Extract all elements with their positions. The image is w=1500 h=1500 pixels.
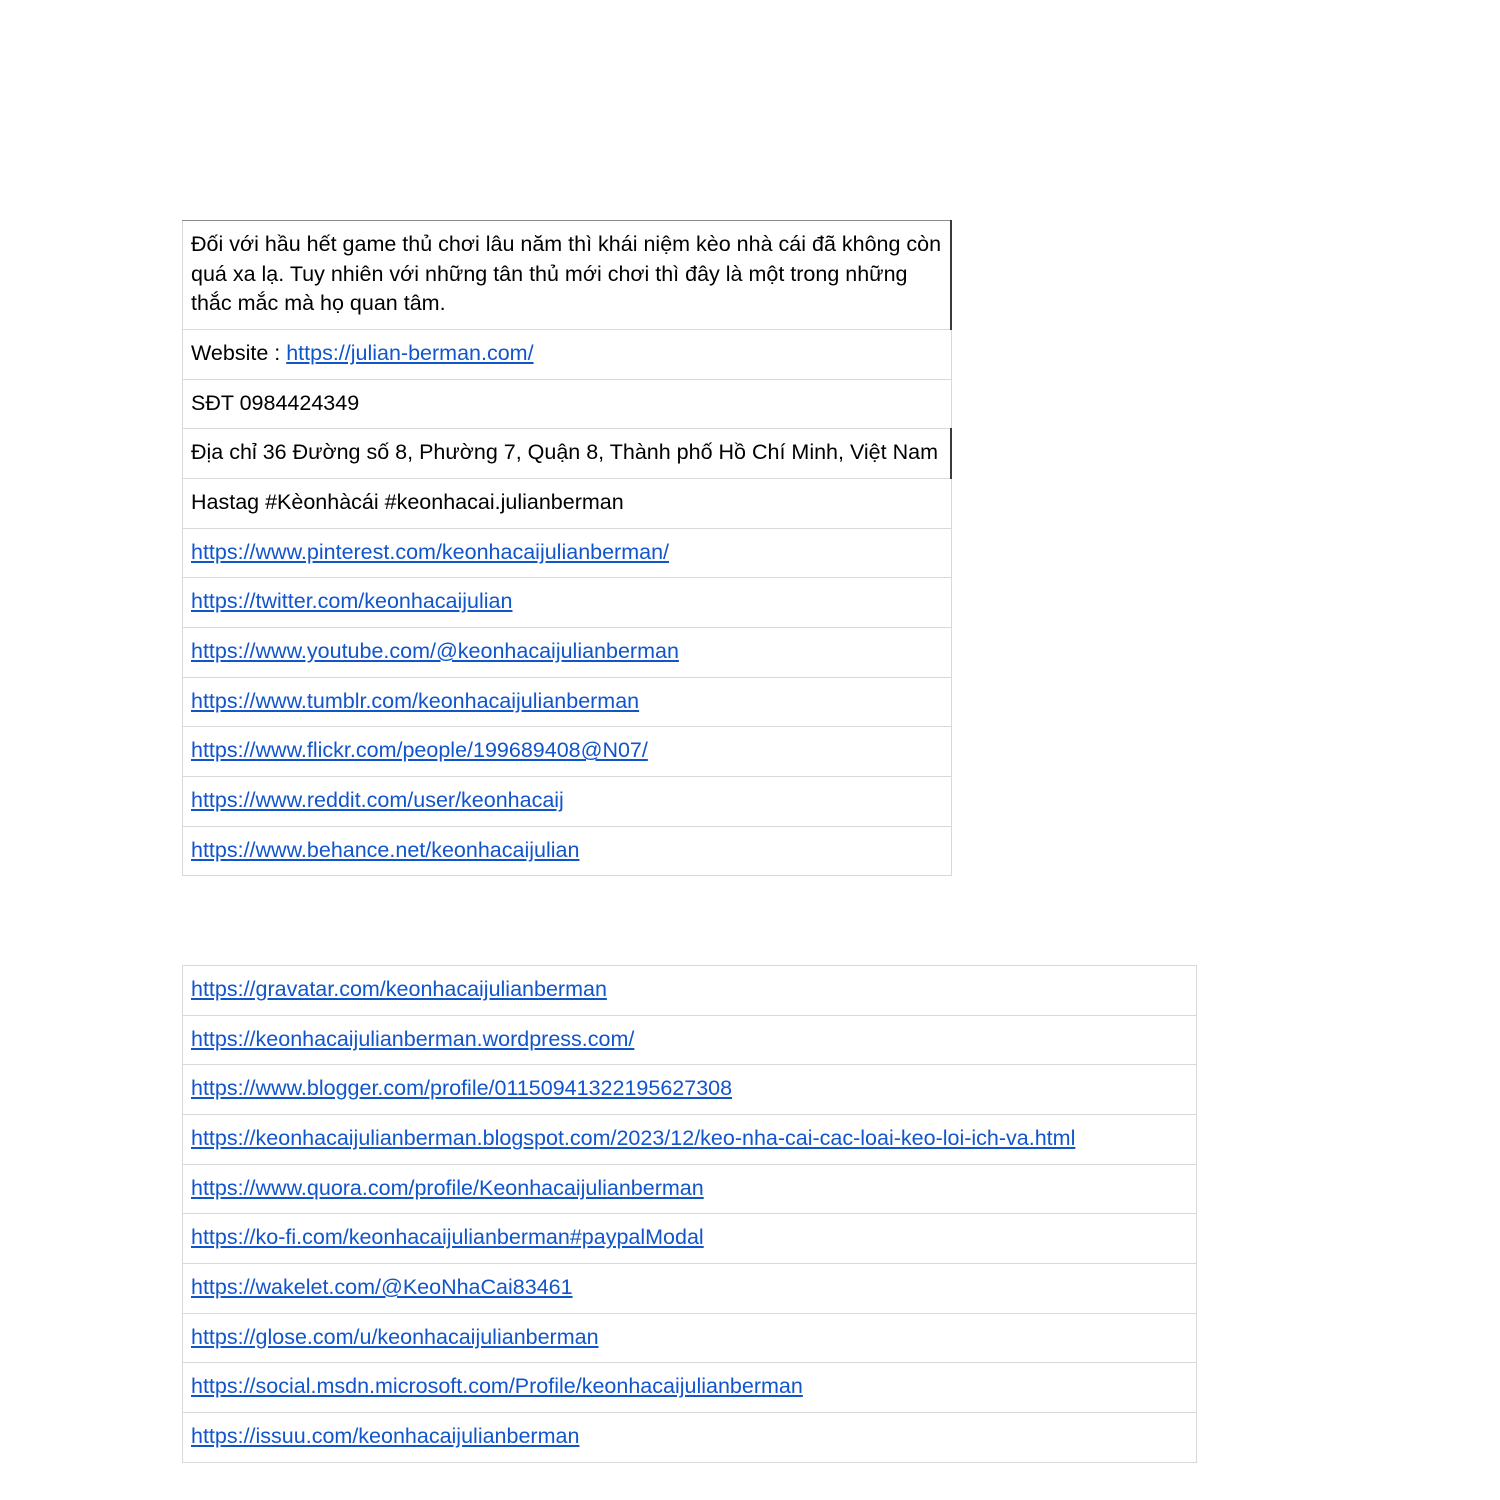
blogger-profile-cell xyxy=(183,1065,1197,1115)
table-row xyxy=(183,221,952,330)
phone-text: SĐT 0984424349 xyxy=(191,390,360,415)
website-cell xyxy=(183,329,952,379)
reddit-cell xyxy=(183,776,952,826)
tumblr-cell xyxy=(183,677,952,727)
flickr-cell xyxy=(183,727,952,777)
table-row xyxy=(183,429,952,479)
address-text: Địa chỉ 36 Đường số 8, Phường 7, Quận 8, Thành phố Hồ Chí Minh, Việt Nam xyxy=(191,440,938,465)
table-row xyxy=(183,329,952,379)
blogspot-post-link[interactable]: https://keonhacaijulianberman.blogspot.com/2023/12/keo-nha-cai-cac-loai-keo-loi-ich-va.html xyxy=(191,1125,1076,1150)
table-row xyxy=(183,727,952,777)
table-row xyxy=(183,1164,1197,1214)
issuu-cell xyxy=(183,1412,1197,1462)
gravatar-cell xyxy=(183,966,1197,1016)
gravatar-link[interactable]: https://gravatar.com/keonhacaijulianberman xyxy=(191,977,607,1001)
table-row xyxy=(183,1015,1197,1065)
table-row xyxy=(183,1065,1197,1115)
pinterest-link[interactable]: https://www.pinterest.com/keonhacaijulianberman/ xyxy=(191,539,670,564)
table-row xyxy=(183,1263,1197,1313)
pinterest-cell xyxy=(183,528,952,578)
phone-cell xyxy=(183,379,952,429)
blogspot-post-cell xyxy=(183,1114,1197,1164)
table-row xyxy=(183,478,952,528)
table-row xyxy=(183,379,952,429)
twitter-link[interactable]: https://twitter.com/keonhacaijulian xyxy=(191,589,513,614)
wordpress-link[interactable]: https://keonhacaijulianberman.wordpress.com/ xyxy=(191,1026,635,1051)
hashtag-text: Hastag #Kèonhàcái #keonhacai.julianberman xyxy=(191,489,624,514)
issuu-link[interactable]: https://issuu.com/keonhacaijulianberman xyxy=(191,1423,580,1448)
table-row xyxy=(183,1114,1197,1164)
intro-paragraph: Đối với hầu hết game thủ chơi lâu năm thì khái niệm kèo nhà cái đã không còn quá xa lạ. Tuy nhiên với những tân thủ mới chơi thì đây là một trong những thắc mắc mà họ quan tâm. xyxy=(191,232,942,316)
msdn-cell xyxy=(183,1363,1197,1413)
blogger-profile-link[interactable]: https://www.blogger.com/profile/01150941322195627308 xyxy=(191,1076,733,1101)
table-row xyxy=(183,627,952,677)
table-row xyxy=(183,1313,1197,1363)
tumblr-link[interactable]: https://www.tumblr.com/keonhacaijulianberman xyxy=(191,688,640,713)
table-row xyxy=(183,966,1197,1016)
table-row xyxy=(183,1412,1197,1462)
address-cell xyxy=(183,429,952,479)
kofi-link[interactable]: https://ko-fi.com/keonhacaijulianberman#paypalModal xyxy=(191,1225,704,1250)
intro-paragraph-cell xyxy=(183,221,952,330)
table-row xyxy=(183,677,952,727)
quora-cell xyxy=(183,1164,1197,1214)
profile-links-table xyxy=(182,965,1197,1463)
flickr-link[interactable]: https://www.flickr.com/people/199689408@N07/ xyxy=(191,738,648,763)
table-row xyxy=(183,776,952,826)
table-row xyxy=(183,826,952,876)
wakelet-cell xyxy=(183,1263,1197,1313)
table-row xyxy=(183,528,952,578)
reddit-link[interactable]: https://www.reddit.com/user/keonhacaij xyxy=(191,787,564,812)
table-row xyxy=(183,578,952,628)
wordpress-cell xyxy=(183,1015,1197,1065)
glose-cell xyxy=(183,1313,1197,1363)
contact-info-table xyxy=(182,220,952,876)
table-row xyxy=(183,1363,1197,1413)
behance-link[interactable]: https://www.behance.net/keonhacaijulian xyxy=(191,837,580,862)
website-link[interactable]: https://julian-berman.com/ xyxy=(286,340,534,365)
quora-link[interactable]: https://www.quora.com/profile/Keonhacaijulianberman xyxy=(191,1175,704,1200)
glose-link[interactable]: https://glose.com/u/keonhacaijulianberman xyxy=(191,1324,599,1349)
msdn-link[interactable]: https://social.msdn.microsoft.com/Profile/keonhacaijulianberman xyxy=(191,1374,803,1399)
wakelet-link[interactable]: https://wakelet.com/@KeoNhaCai83461 xyxy=(191,1274,573,1299)
twitter-cell xyxy=(183,578,952,628)
youtube-link[interactable]: https://www.youtube.com/@keonhacaijulianberman xyxy=(191,638,679,663)
hashtag-cell xyxy=(183,478,952,528)
kofi-cell xyxy=(183,1214,1197,1264)
behance-cell xyxy=(183,826,952,876)
website-label: Website : xyxy=(191,340,287,365)
youtube-cell xyxy=(183,627,952,677)
table-row xyxy=(183,1214,1197,1264)
